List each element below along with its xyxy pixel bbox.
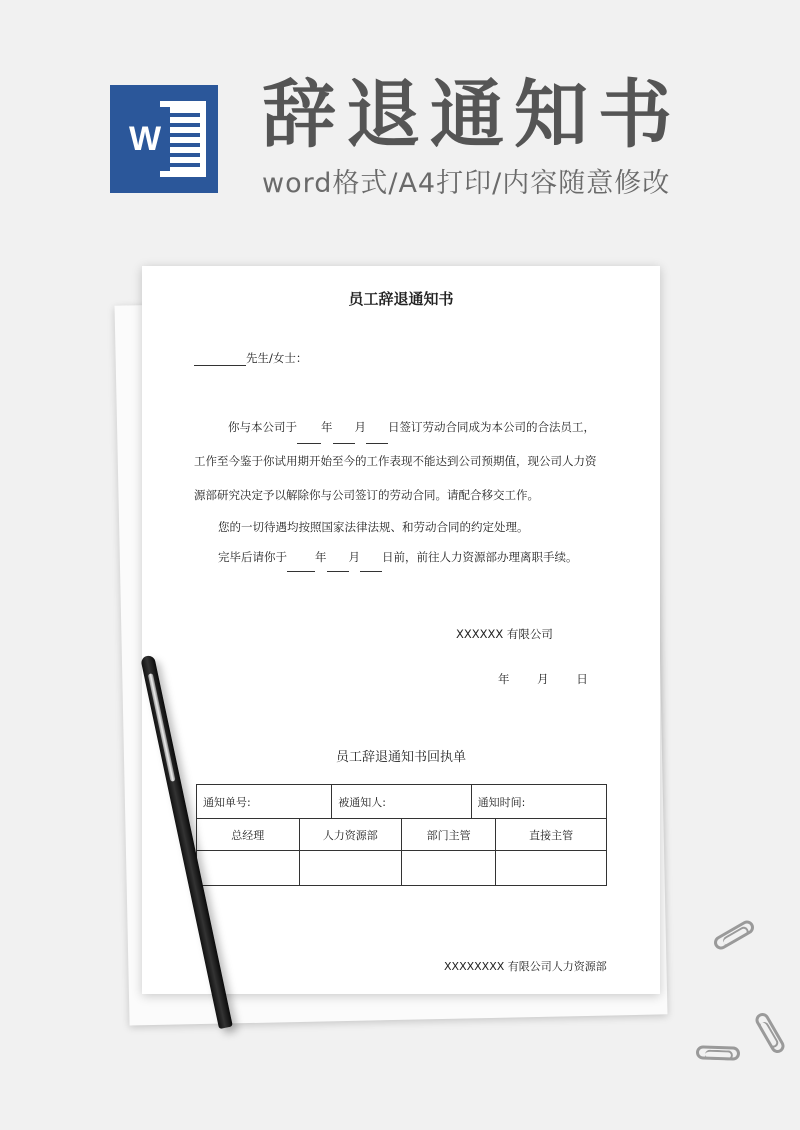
date-month: 月 xyxy=(537,672,549,686)
page-title: 辞退通知书 xyxy=(262,72,682,158)
table-row xyxy=(197,851,607,886)
return-year-blank xyxy=(287,571,315,572)
paragraph-3: 源部研究决定予以解除你与公司签订的劳动合同。请配合移交工作。 xyxy=(194,488,539,502)
notice-number-cell: 通知单号: xyxy=(197,785,332,819)
company-signature: XXXXXX 有限公司 xyxy=(456,627,553,641)
para1-month: 月 xyxy=(354,420,366,434)
logo-letter: W xyxy=(120,107,170,171)
sign-cell-direct xyxy=(496,851,607,886)
header-cell-direct: 直接主管 xyxy=(496,819,607,851)
header-cell-hr: 人力资源部 xyxy=(299,819,401,851)
para1-year: 年 xyxy=(321,420,333,434)
page-subtitle: word格式/A4打印/内容随意修改 xyxy=(262,168,671,199)
para1-end: 日签订劳动合同成为本公司的合法员工， xyxy=(388,420,595,434)
para5-end: 日前，前往人力资源部办理离职手续。 xyxy=(382,550,578,564)
return-month-blank xyxy=(327,571,349,572)
para5-start: 完毕后请你于 xyxy=(218,550,287,564)
name-blank xyxy=(194,365,246,366)
paragraph-2: 工作至今鉴于你试用期开始至今的工作表现不能达到公司预期值，现公司人力资 xyxy=(194,454,597,468)
paragraph-4: 您的一切待遇均按照国家法律法规、和劳动合同的约定处理。 xyxy=(218,520,529,534)
sign-cell-hr xyxy=(299,851,401,886)
notice-body xyxy=(194,410,614,572)
receipt-table xyxy=(196,784,607,886)
signature-date xyxy=(498,671,588,687)
para5-month: 月 xyxy=(348,550,360,564)
sign-cell-dept xyxy=(401,851,495,886)
paperclip-icon xyxy=(696,1045,740,1061)
para5-year: 年 xyxy=(315,550,327,564)
notified-person-cell: 被通知人: xyxy=(332,785,471,819)
notice-time-cell: 通知时间: xyxy=(471,785,606,819)
salutation-text: 先生/女士： xyxy=(246,351,308,365)
receipt-title: 员工辞退通知书回执单 xyxy=(335,750,466,765)
table-row xyxy=(197,819,607,851)
date-day: 日 xyxy=(576,672,588,686)
footer-department: XXXXXXXX 有限公司人力资源部 xyxy=(444,960,607,973)
document-title: 员工辞退通知书 xyxy=(348,290,454,308)
salutation-line xyxy=(194,350,307,366)
para1-start: 你与本公司于 xyxy=(228,420,297,434)
header-cell-dept: 部门主管 xyxy=(401,819,495,851)
table-row xyxy=(197,785,607,819)
sign-cell-gm xyxy=(197,851,300,886)
paragraph-5 xyxy=(194,542,614,572)
paperclip-icon xyxy=(711,918,756,952)
paragraph-1 xyxy=(194,410,614,444)
word-logo-icon xyxy=(110,85,218,193)
return-day-blank xyxy=(360,571,382,572)
document-page xyxy=(142,266,660,994)
date-year: 年 xyxy=(498,672,510,686)
paperclip-icon xyxy=(753,1010,787,1055)
header-cell-gm: 总经理 xyxy=(197,819,300,851)
